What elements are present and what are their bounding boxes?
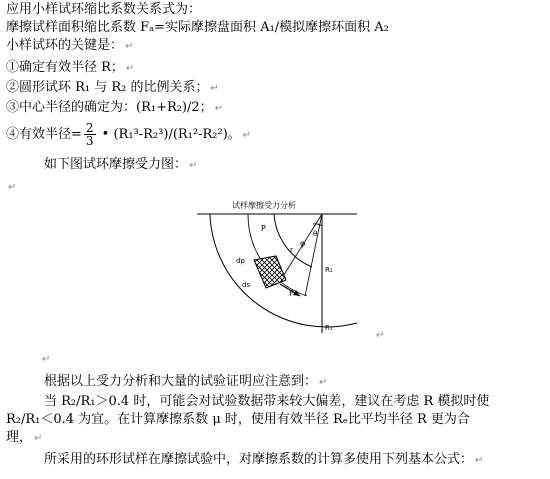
text-line-3: 小样试环的关键是： ↵ <box>6 38 134 53</box>
effective-radius-formula: ④有效半径= $\frac{2}{3}$ • (R₁³-R₂³)/(R₁²-R₂²)。 ↵ <box>6 121 252 148</box>
return-mark: ↵ <box>189 160 198 171</box>
ring-diagram-svg <box>182 200 372 340</box>
text-line-6: ③中心半径的确定为：(R₁+R₂)/2； ↵ <box>6 100 224 115</box>
text-line-8: 如下图试环摩擦受力图： ↵ <box>44 157 198 172</box>
return-mark: ↵ <box>125 41 134 52</box>
text-line-5: ②圆形试环 R₁ 与 R₂ 的比例关系； ↵ <box>6 80 219 95</box>
label-theta: θ <box>313 230 318 238</box>
text-line-11: R₂/R₁＜0.4 为宜。在计算摩擦系数 μ 时，使用有效半径 Rₑ比平均半径 R 更为合 <box>6 412 470 427</box>
return-mark: ↵ <box>8 182 17 193</box>
label-dp: dp <box>236 257 245 265</box>
text-line-2: 摩擦试样面积缩比系数 Fₐ=实际摩擦盘面积 A₁/模拟摩擦环面积 A₂ <box>6 20 389 35</box>
return-mark: ↵ <box>42 354 51 365</box>
label-ds: ds <box>242 281 251 289</box>
label-phi: φ <box>300 239 306 248</box>
return-mark: ↵ <box>210 83 219 94</box>
return-mark: ↵ <box>319 377 328 388</box>
text-line-4: ①确定有效半径 R； ↵ <box>6 60 135 75</box>
radius-line-2 <box>305 214 322 296</box>
label-p: P <box>261 224 266 233</box>
text-line-empty-2 <box>40 351 50 368</box>
outer-arc <box>210 214 357 327</box>
return-mark: ↵ <box>376 330 385 341</box>
text-line-9: 根据以上受力分析和大量的试验证明应注意到： ↵ <box>44 374 328 389</box>
label-r1: R₁ <box>325 324 333 332</box>
return-mark: ↵ <box>125 63 135 74</box>
label-r2: R₂ <box>325 266 333 274</box>
return-mark: ↵ <box>34 433 43 444</box>
fraction: $\frac{2}{3}$ <box>85 121 94 148</box>
label-r: r <box>290 246 293 254</box>
figure-title: 试样摩擦受力分析 <box>232 201 296 210</box>
return-mark: ↵ <box>242 130 252 141</box>
return-mark: ↵ <box>475 455 484 466</box>
inner-arc <box>274 214 312 267</box>
hatched-element <box>254 256 286 288</box>
return-mark: ↵ <box>214 103 224 114</box>
text-line-10: 当 R₂/R₁＞0.4 时，可能会对试验数据带来较大偏差，建议在考虑 R 模拟时使 <box>44 394 490 409</box>
text-line-empty <box>6 179 16 196</box>
label-f: F <box>289 289 294 298</box>
text-line-1: 应用小样试环缩比系数关系式为： <box>6 2 202 17</box>
text-line-12: 理， ↵ <box>6 430 43 445</box>
friction-force-diagram <box>182 200 385 344</box>
text-line-13: 所采用的环形试样在摩擦试验中，对摩擦系数的计算多使用下列基本公式： ↵ <box>44 452 484 467</box>
